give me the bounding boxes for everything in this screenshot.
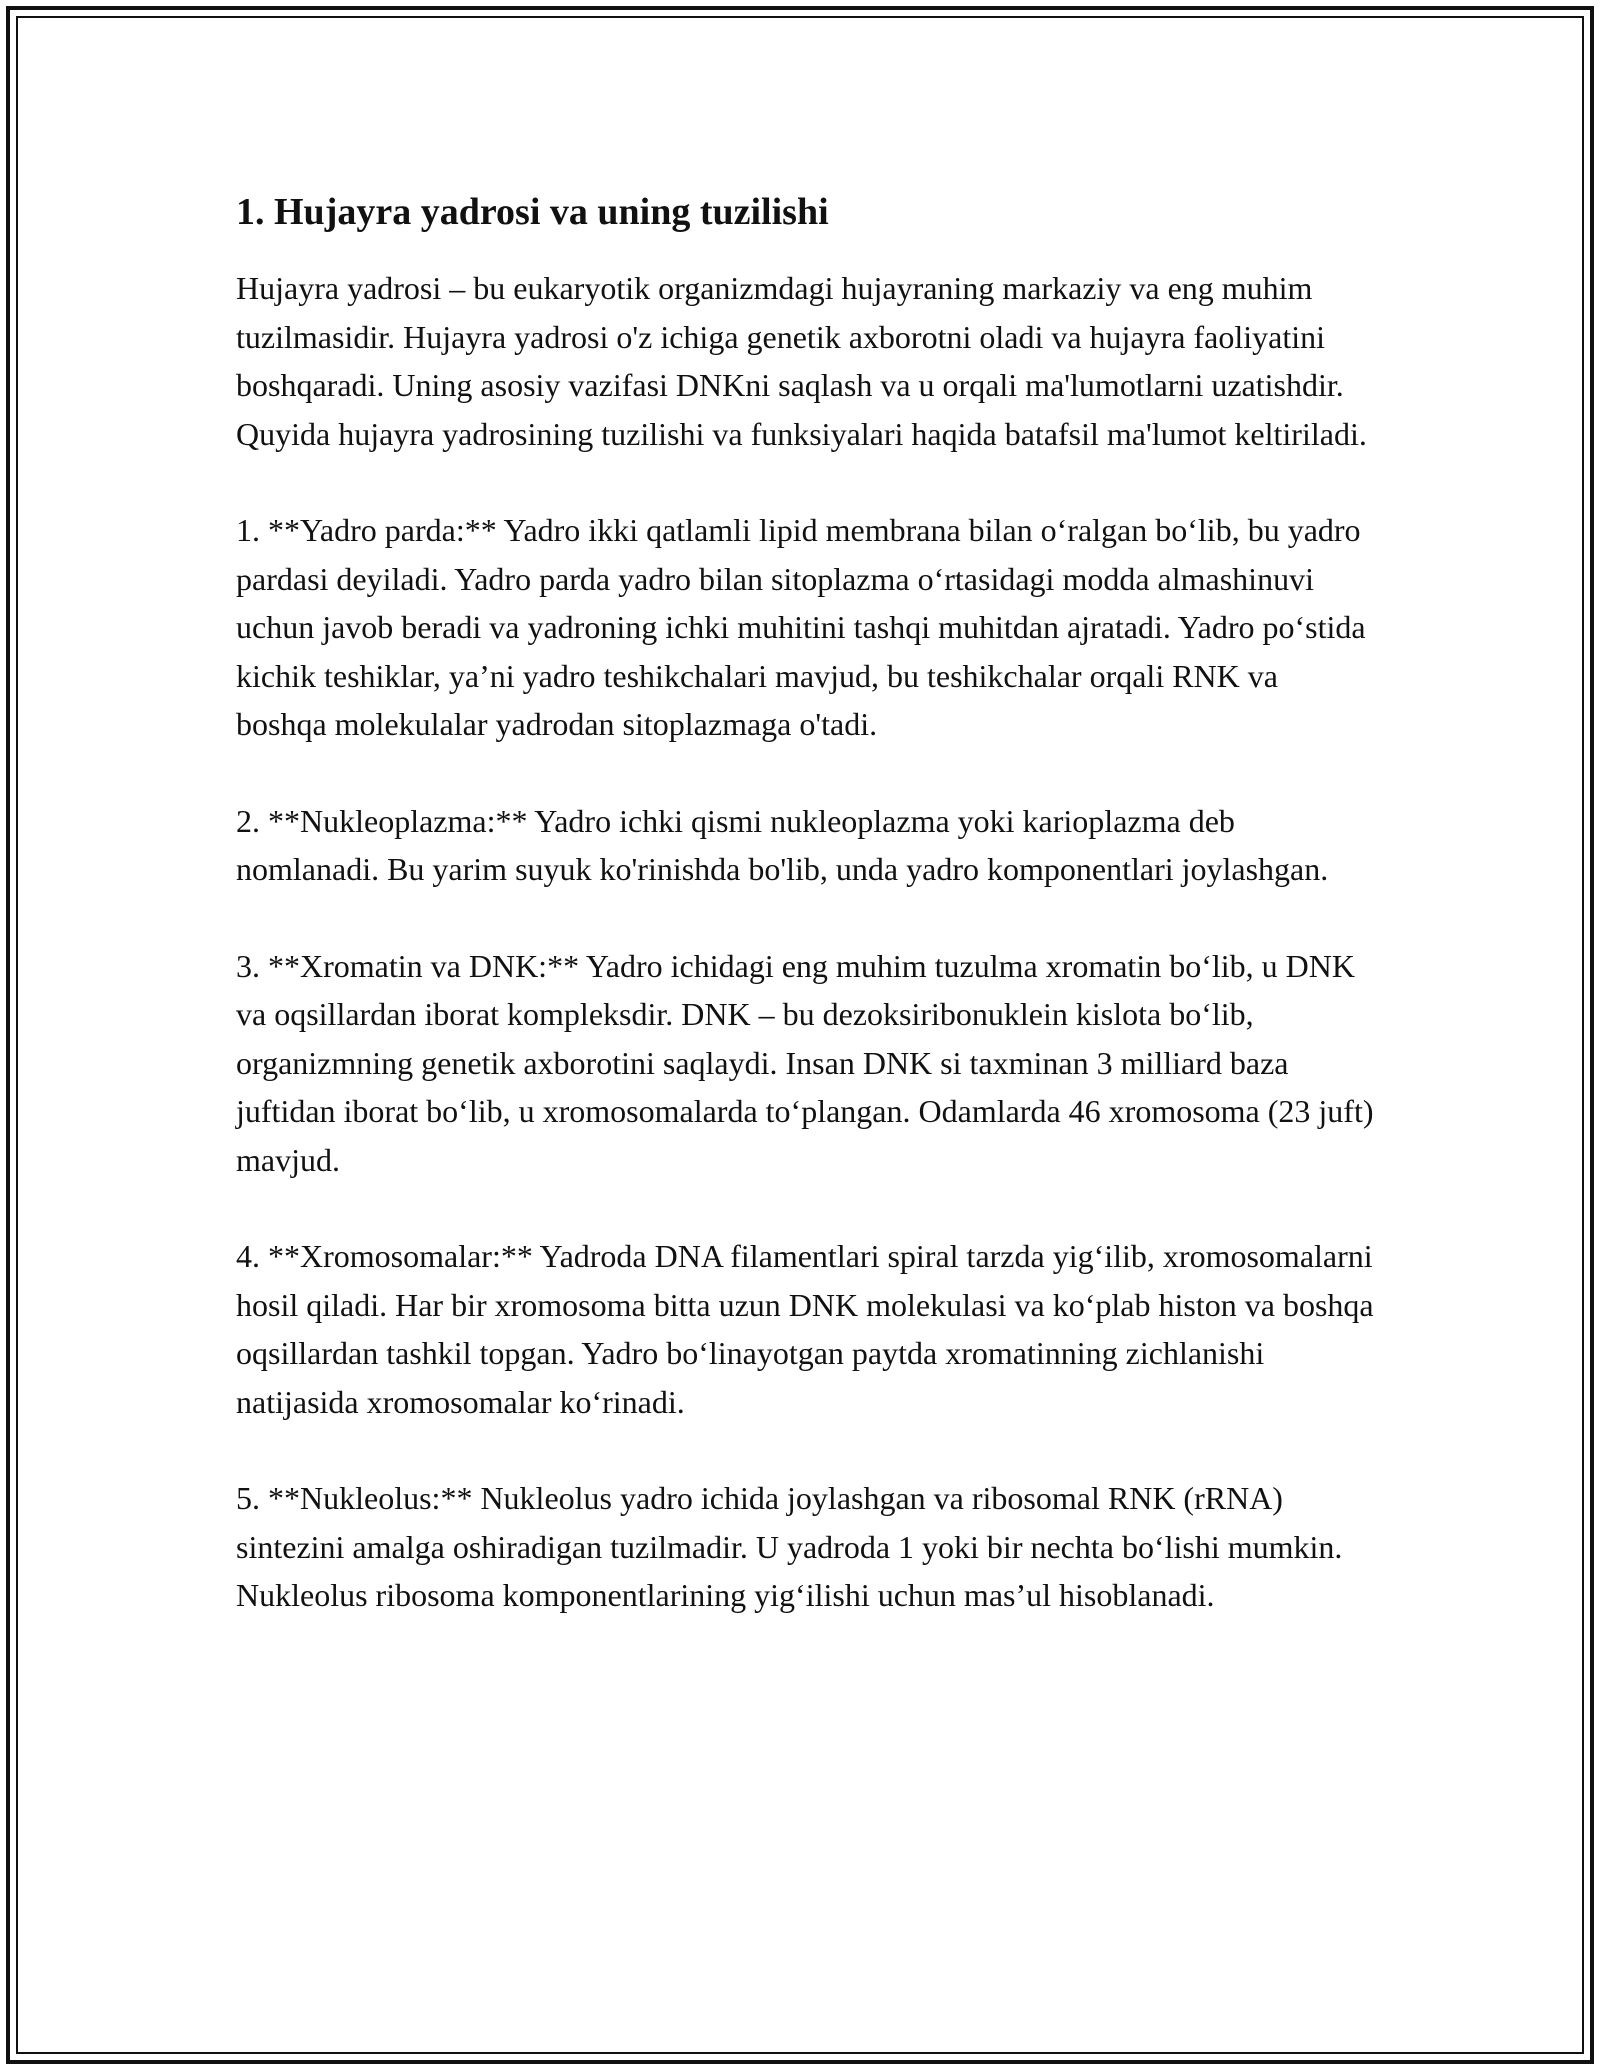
section-nuclear-envelope: 1. **Yadro parda:** Yadro ikki qatlamli lipid membrana bilan o‘ralgan bo‘lib, bu yadro pardasi deyiladi. Yadro parda yadro bilan sitoplazma o‘rtasidagi modda almashinuvi uchun javob beradi va yadroning ichki muhitini tashqi muhitdan ajratadi. Yadro po‘stida kichik teshiklar, ya’ni yadro teshikchalari mavjud, bu teshikchalar orqali RNK va boshqa molekulalar yadrodan sitoplazmaga o'tadi. (236, 512, 1366, 742)
section-chromosomes: 4. **Xromosomalar:** Yadroda DNA filamentlari spiral tarzda yig‘ilib, xromosomalarni hosil qiladi. Har bir xromosoma bitta uzun DNK molekulasi va ko‘plab histon va boshqa oqsillardan tashkil topgan. Yadro bo‘linayotgan paytda xromatinning zichlanishi natijasida xromosomalar ko‘rinadi. (236, 1238, 1374, 1420)
document-title: 1. Hujayra yadrosi va uning tuzilishi (236, 191, 829, 233)
section-nucleoplasm: 2. **Nukleoplazma:** Yadro ichki qismi nukleoplazma yoki karioplazma deb nomlanadi. Bu yarim suyuk ko'rinishda bo'lib, unda yadro komponentlari joylashgan. (236, 802, 1329, 887)
section-chromatin-dna: 3. **Xromatin va DNK:** Yadro ichidagi eng muhim tuzulma xromatin bo‘lib, u DNK va oqsillardan iborat kompleksdir. DNK – bu dezoksiribonuklein kislota bo‘lib, organizmning genetik axborotini saqlaydi. Insan DNK si taxminan 3 milliard baza juftidan iborat bo‘lib, u xromosomalarda to‘plangan. Odamlarda 46 xromosoma (23 juft) mavjud. (236, 947, 1374, 1178)
document-body (236, 186, 1376, 1620)
section-nucleolus: 5. **Nukleolus:** Nukleolus yadro ichida joylashgan va ribosomal RNK (rRNA) sintezini amalga oshiradigan tuzilmadir. U yadroda 1 yoki bir nechta bo‘lishi mumkin. Nukleolus ribosoma komponentlarining yig‘ilishi uchun mas’ul hisoblanadi. (236, 1480, 1343, 1613)
intro-paragraph: Hujayra yadrosi – bu eukaryotik organizmdagi hujayraning markaziy va eng muhim tuzilmasidir. Hujayra yadrosi o'z ichiga genetik axborotni oladi va hujayra faoliyatini boshqaradi. Uning asosiy vazifasi DNKni saqlash va u orqali ma'lumotlarni uzatishdir. Quyida hujayra yadrosining tuzilishi va funksiyalari haqida batafsil ma'lumot keltiriladi. (236, 270, 1367, 452)
